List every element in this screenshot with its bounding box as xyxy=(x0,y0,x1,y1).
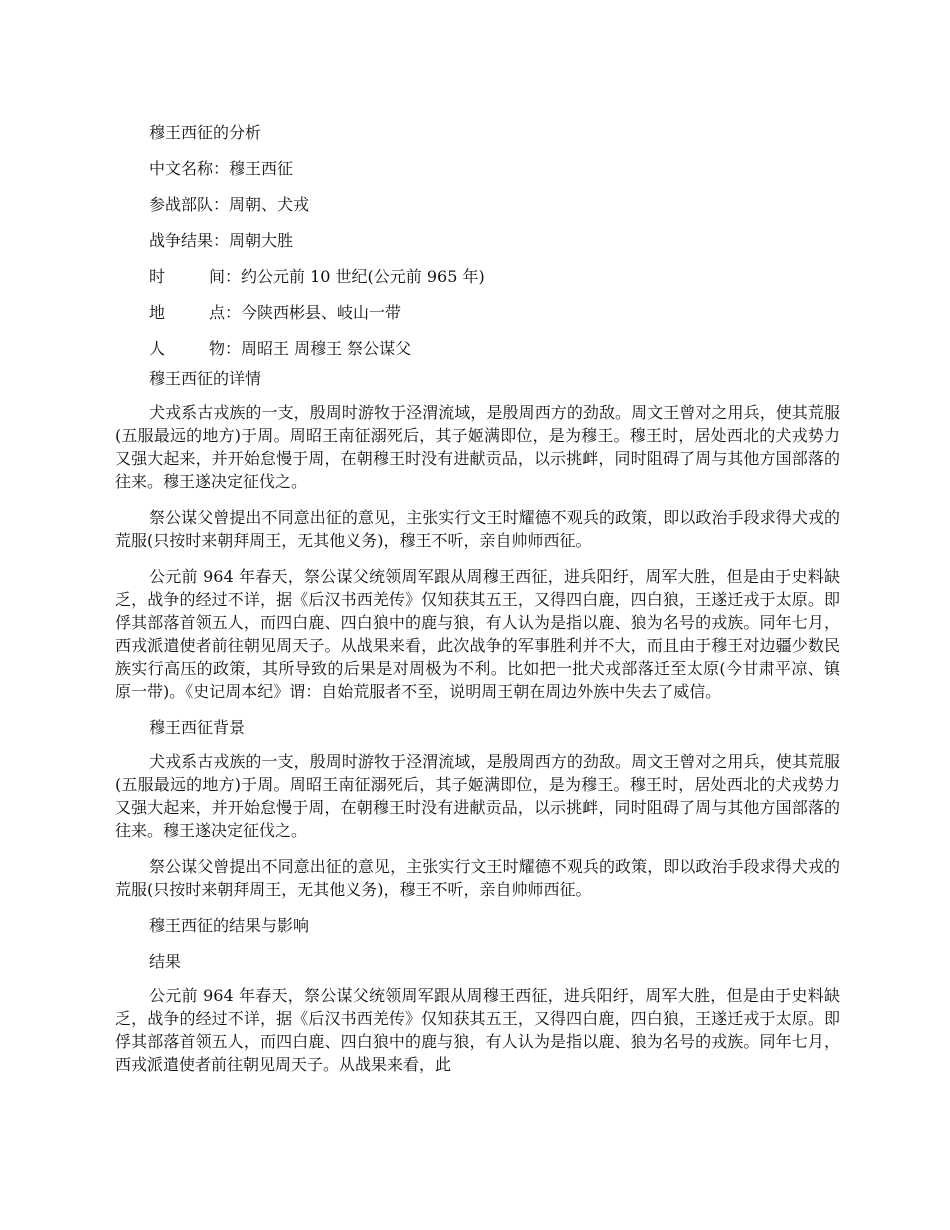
background-paragraph: 祭公谋父曾提出不同意出征的意见，主张实行文王时耀德不观兵的政策，即以政治手段求得犬戎的荒服(只按时来朝拜周王，无其他义务)，穆王不听，亲自帅师西征。 xyxy=(115,857,840,899)
info-chinese-name: 中文名称：穆王西征 xyxy=(149,159,294,178)
background-paragraph: 犬戎系古戎族的一支，殷周时游牧于泾渭流域，是殷周西方的劲敌。周文王曾对之用兵，使其荒服(五服最远的地方)于周。周昭王南征溺死后，其子姬满即位，是为穆王。穆王时，居处西北的犬戎势力又强大起来，并开始怠慢于周，在朝穆王时没有进献贡品，以示挑衅，同时阻碍了周与其他方国部落的往来。穆王遂决定征伐之。 xyxy=(115,752,840,840)
info-place-value: 点：今陕西彬县、岐山一带 xyxy=(209,303,402,322)
section-heading-analysis: 穆王西征的分析 xyxy=(149,123,262,142)
info-result: 战争结果：周朝大胜 xyxy=(149,231,294,250)
section-heading-details: 穆王西征的详情 xyxy=(149,369,262,388)
info-time xyxy=(115,265,840,289)
info-forces: 参战部队：周朝、犬戎 xyxy=(149,195,310,214)
info-place xyxy=(115,301,840,325)
document-page xyxy=(115,121,840,1089)
result-paragraph: 公元前 964 年春天，祭公谋父统领周军跟从周穆王西征，进兵阳纡，周军大胜，但是由于史料缺乏，战争的经过不详，据《后汉书西羌传》仅知获其五王，又得四白鹿，四白狼，王遂迁戎于太原。即俘其部落首领五人，而四白鹿、四白狼中的鹿与狼，有人认为是指以鹿、狼为名号的戎族。同年七月，西戎派遣使者前往朝见周天子。从战果来看，此 xyxy=(115,986,840,1074)
details-paragraph: 公元前 964 年春天，祭公谋父统领周军跟从周穆王西征，进兵阳纡，周军大胜，但是由于史料缺乏，战争的经过不详，据《后汉书西羌传》仅知获其五王，又得四白鹿，四白狼，王遂迁戎于太原。即俘其部落首领五人，而四白鹿、四白狼中的鹿与狼，有人认为是指以鹿、狼为名号的戎族。同年七月，西戎派遣使者前往朝见周天子。从战果来看，此次战争的军事胜利并不大，而且由于穆王对边疆少数民族实行高压的政策，其所导致的后果是对周极为不利。比如把一批犬戎部落迁至太原(今甘肃平凉、镇原一带)。《史记周本纪》谓：自始荒服者不至，说明周王朝在周边外族中失去了威信。 xyxy=(115,567,840,701)
subheading-result: 结果 xyxy=(149,952,182,971)
info-place-label: 地 xyxy=(149,303,166,322)
section-heading-background: 穆王西征背景 xyxy=(149,718,246,737)
details-paragraph: 祭公谋父曾提出不同意出征的意见，主张实行文王时耀德不观兵的政策，即以政治手段求得犬戎的荒服(只按时来朝拜周王，无其他义务)，穆王不听，亲自帅师西征。 xyxy=(115,508,840,550)
info-people-label: 人 xyxy=(149,339,166,358)
info-people-value: 物：周昭王 周穆王 祭公谋父 xyxy=(209,339,412,358)
info-people xyxy=(115,337,840,361)
info-time-value: 间：约公元前 10 世纪(公元前 965 年) xyxy=(209,267,485,286)
section-heading-results: 穆王西征的结果与影响 xyxy=(149,916,310,935)
info-time-label: 时 xyxy=(149,267,166,286)
details-paragraph: 犬戎系古戎族的一支，殷周时游牧于泾渭流域，是殷周西方的劲敌。周文王曾对之用兵，使其荒服(五服最远的地方)于周。周昭王南征溺死后，其子姬满即位，是为穆王。穆王时，居处西北的犬戎势力又强大起来，并开始怠慢于周，在朝穆王时没有进献贡品，以示挑衅，同时阻碍了周与其他方国部落的往来。穆王遂决定征伐之。 xyxy=(115,403,840,491)
